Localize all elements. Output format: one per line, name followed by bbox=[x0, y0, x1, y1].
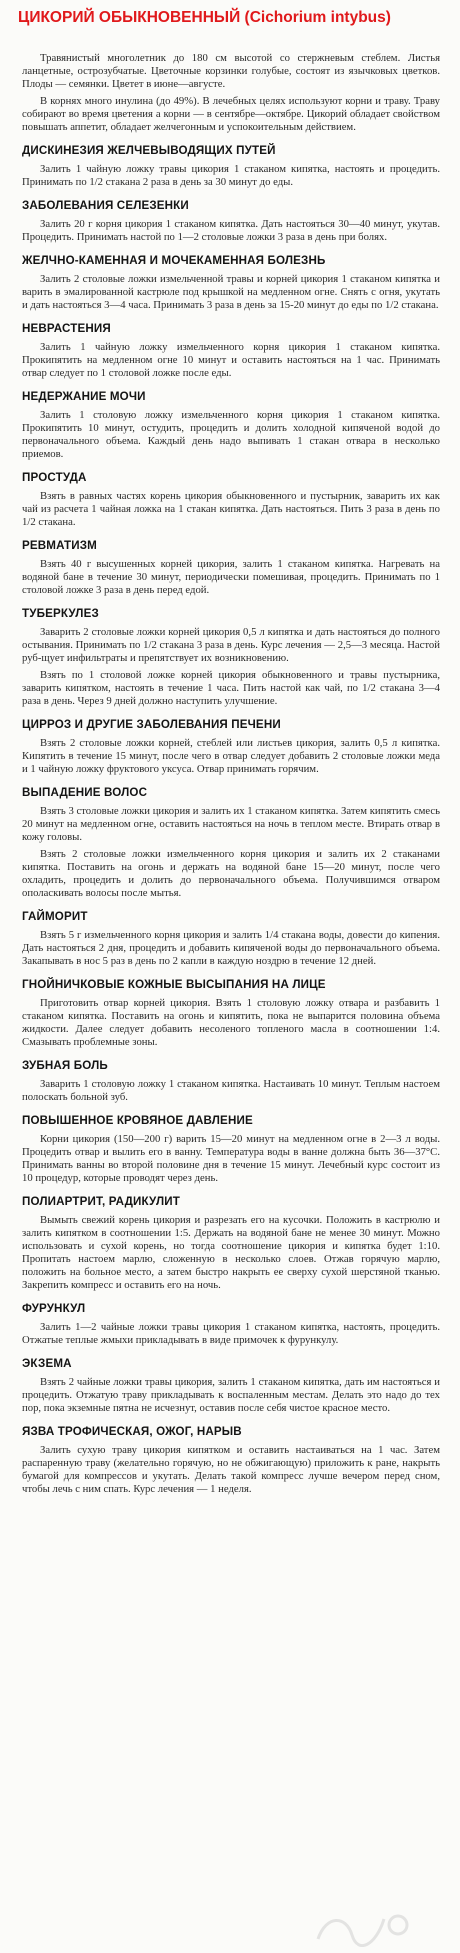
section-heading: ЗАБОЛЕВАНИЯ СЕЛЕЗЕНКИ bbox=[22, 199, 189, 212]
section-heading: ФУРУНКУЛ bbox=[22, 1302, 86, 1315]
section-paragraph: Взять 3 столовые ложки цикория и залить их 1 стаканом кипятка. Затем кипятить смесь 20 минут на медленном огне, оставить настояться на ночь в теплом месте. Втирать отвар в кожу головы. bbox=[22, 805, 440, 843]
section-paragraph: Заварить 1 столовую ложку 1 стаканом кипятка. Настаивать 10 минут. Теплым настоем полоскать больной зуб. bbox=[22, 1078, 440, 1103]
section-paragraph: Взять 2 чайные ложки травы цикория, залить 1 стаканом кипятка, дать им настояться и процедить. Отжатую траву прикладывать к воспаленным местам. Делать это надо до тех пор, пока экземные пятна не исчезнут, оставив после себя чистое красное место. bbox=[22, 1376, 440, 1414]
section-paragraph: Залить 1 чайную ложку травы цикория 1 стаканом кипятка, настоять и процедить. Принимать по 1/2 стакана 2 раза в день за 30 минут до еды. bbox=[22, 163, 440, 188]
section-paragraph: Залить 1 чайную ложку измельченного корня цикория 1 стаканом кипятка. Прокипятить на медленном огне 10 минут и оставить настояться на 1 час. Принимать отвар следует по 1 столовой ложке после еды. bbox=[22, 341, 440, 379]
watermark-logo bbox=[306, 1905, 426, 1947]
section-rheumatism bbox=[22, 539, 440, 597]
section-skin-rash bbox=[22, 978, 440, 1049]
section-heading: ГАЙМОРИТ bbox=[22, 910, 88, 923]
section-heading: ЭКЗЕМА bbox=[22, 1357, 72, 1370]
section-dyskinesia bbox=[22, 144, 440, 189]
section-polyarthritis bbox=[22, 1195, 440, 1292]
section-heading: ЖЕЛЧНО-КАМЕННАЯ И МОЧЕКАМЕННАЯ БОЛЕЗНЬ bbox=[22, 254, 326, 267]
section-heading: ВЫПАДЕНИЕ ВОЛОС bbox=[22, 786, 148, 799]
section-paragraph: Приготовить отвар корней цикория. Взять 1 столовую ложку отвара и разбавить 1 стаканом кипятка. Поставить на огонь и кипятить, пока не выпарится половина объема жидкости. Далее следует добавить несоленого топленого масла в соотношении 1:4. Смазывать проблемные зоны. bbox=[22, 997, 440, 1048]
section-hair-loss bbox=[22, 786, 440, 900]
section-neurasthenia bbox=[22, 322, 440, 380]
section-paragraph: Взять 2 столовые ложки измельченного корня цикория и залить их 2 стаканами кипятка. Поставить на огонь и держать на водяной бане 15—20 минут, после чего охладить, процедить и долить до первоначального объема. Получившимся отваром ополаскивать волосы после мытья. bbox=[22, 848, 440, 899]
section-paragraph: Корни цикория (150—200 г) варить 15—20 минут на медленном огне в 2—3 л воды. Процедить отвар и вылить его в ванну. Температура воды в ванне должна быть 36—37°С. Принимать ванны во второй половине дня в течение 15 минут. Лечебный курс состоит из 10 процедур, которые проводят через день. bbox=[22, 1133, 440, 1184]
section-spleen bbox=[22, 199, 440, 244]
section-stones bbox=[22, 254, 440, 312]
intro-paragraph: Травянистый многолетник до 180 см высотой со стержневым стеблем. Листья ланцетные, острозубчатые. Цветочные корзинки голубые, состоят из язычковых цветков. Плоды — семянки. Цветет в июне—августе. bbox=[22, 52, 440, 90]
section-paragraph: Взять в равных частях корень цикория обыкновенного и пустырник, заварить их как чай из расчета 1 чайная ложка на 1 стакан кипятка. Дать настояться. Пить 3 раза в день по 1/2 стакана. bbox=[22, 490, 440, 528]
section-cold bbox=[22, 471, 440, 529]
section-paragraph: Заварить 2 столовые ложки корней цикория 0,5 л кипятка и дать настояться до полного остывания. Принимать по 1/2 стакана 3 раза в день. Курс лечения — 2,5—3 месяца. Настой руб-щует инфильтраты и препятствует их возникновению. bbox=[22, 626, 440, 664]
section-heading: НЕДЕРЖАНИЕ МОЧИ bbox=[22, 390, 146, 403]
article-body bbox=[14, 52, 446, 1496]
section-heading: ЦИРРОЗ И ДРУГИЕ ЗАБОЛЕВАНИЯ ПЕЧЕНИ bbox=[22, 718, 281, 731]
section-toothache bbox=[22, 1059, 440, 1104]
section-paragraph: Залить сухую траву цикория кипятком и оставить настаиваться на 1 час. Затем распаренную траву (желательно горячую, но не обжигающую) приложить к ране, накрыть бумагой для компрессов и укутать. Делать такой компресс лучше вечером перед сном, чтобы лечь с ним спать. Курс лечения — 1 неделя. bbox=[22, 1444, 440, 1495]
section-cirrhosis bbox=[22, 718, 440, 776]
section-heading: ПОЛИАРТРИТ, РАДИКУЛИТ bbox=[22, 1195, 180, 1208]
section-heading: ПРОСТУДА bbox=[22, 471, 87, 484]
section-heading: НЕВРАСТЕНИЯ bbox=[22, 322, 111, 335]
section-heading: ЗУБНАЯ БОЛЬ bbox=[22, 1059, 108, 1072]
section-paragraph: Залить 1 столовую ложку измельченного корня цикория 1 стаканом кипятка. Прокипятить 10 минут, остудить, процедить и долить холодной кипяченой водой до первоначального объема. Каждый день надо выпивать 1 стакан отвара в несколько приемов. bbox=[22, 409, 440, 460]
section-sinusitis bbox=[22, 910, 440, 968]
section-paragraph: Взять 40 г высушенных корней цикория, залить 1 стаканом кипятка. Нагревать на водяной бане в течение 30 минут, периодически помешивая, процедить. Принимать по 1 столовой ложке 3 раза в день перед едой. bbox=[22, 558, 440, 596]
section-incontinence bbox=[22, 390, 440, 461]
section-paragraph: Вымыть свежий корень цикория и разрезать его на кусочки. Положить в кастрюлю и залить кипятком в соотношении 1:5. Держать на водяной бане не менее 30 минут. Можно использовать и сухой корень, но тогда соотношение цикория и кипятка будет 1:10. Пропитать настоем марлю, сложенную в несколько слоев. Отжав горячую марлю, положить на больное место, а затем быстро накрыть ее сверху сухой шерстяной тканью. Закрепить компресс и оставить его на ночь. bbox=[22, 1214, 440, 1291]
section-ulcer bbox=[22, 1425, 440, 1496]
section-eczema bbox=[22, 1357, 440, 1415]
section-paragraph: Взять 5 г измельченного корня цикория и залить 1/4 стакана воды, довести до кипения. Дать настояться 2 дня, процедить и добавить кипяченой воды до первоначального объема. Закапывать в нос 5 раз в день по 2 капли в каждую ноздрю в течение 12 дней. bbox=[22, 929, 440, 967]
intro-section bbox=[22, 52, 440, 134]
section-paragraph: Взять по 1 столовой ложке корней цикория обыкновенного и травы пустырника, заварить кипятком, настоять в течение 1 часа. Пить настой как чай, по 1/2 стакана 3—4 раза в день. Через 9 дней должно наступить улучшение. bbox=[22, 669, 440, 707]
section-heading: ГНОЙНИЧКОВЫЕ КОЖНЫЕ ВЫСЫПАНИЯ НА ЛИЦЕ bbox=[22, 978, 326, 991]
section-furuncle bbox=[22, 1302, 440, 1347]
section-heading: ПОВЫШЕННОЕ КРОВЯНОЕ ДАВЛЕНИЕ bbox=[22, 1114, 253, 1127]
section-heading: РЕВМАТИЗМ bbox=[22, 539, 97, 552]
section-paragraph: Залить 2 столовые ложки измельченной травы и корней цикория 1 стаканом кипятка и варить в эмалированной кастрюле под крышкой на медленном огне. Снять с огня, укутать и дать настояться 3—4 часа. Принимать 3 раза в день за 15-20 минут до еды по 1/2 стакана. bbox=[22, 273, 440, 311]
section-paragraph: Взять 2 столовые ложки корней, стеблей или листьев цикория, залить 0,5 л кипятка. Кипятить в течение 15 минут, после чего в отвар следует добавить 2 столовые ложки меда и 1 чайную ложку фруктового уксуса. Отвар принимать горячим. bbox=[22, 737, 440, 775]
section-blood-pressure bbox=[22, 1114, 440, 1185]
intro-paragraph: В корнях много инулина (до 49%). В лечебных целях используют корни и траву. Траву собирают во время цветения а корни — в сентябре—октябре. Цикорий обладает свойством повышать аппетит, обладает желчегонным и успокоительным действием. bbox=[22, 95, 440, 133]
section-heading: ЯЗВА ТРОФИЧЕСКАЯ, ОЖОГ, НАРЫВ bbox=[22, 1425, 242, 1438]
section-paragraph: Залить 1—2 чайные ложки травы цикория 1 стаканом кипятка, настоять, процедить. Отжатые теплые жмыхи прикладывать в виде примочек к фурункулу. bbox=[22, 1321, 440, 1346]
page-title: ЦИКОРИЙ ОБЫКНОВЕННЫЙ (Cichorium intybus) bbox=[18, 9, 391, 26]
section-tuberculosis bbox=[22, 607, 440, 708]
section-heading: ДИСКИНЕЗИЯ ЖЕЛЧЕВЫВОДЯЩИХ ПУТЕЙ bbox=[22, 144, 276, 157]
section-paragraph: Залить 20 г корня цикория 1 стаканом кипятка. Дать настояться 30—40 минут, укутав. Процедить. Принимать настой по 1—2 столовые ложки 3 раза в день при болях. bbox=[22, 218, 440, 243]
section-heading: ТУБЕРКУЛЕЗ bbox=[22, 607, 99, 620]
